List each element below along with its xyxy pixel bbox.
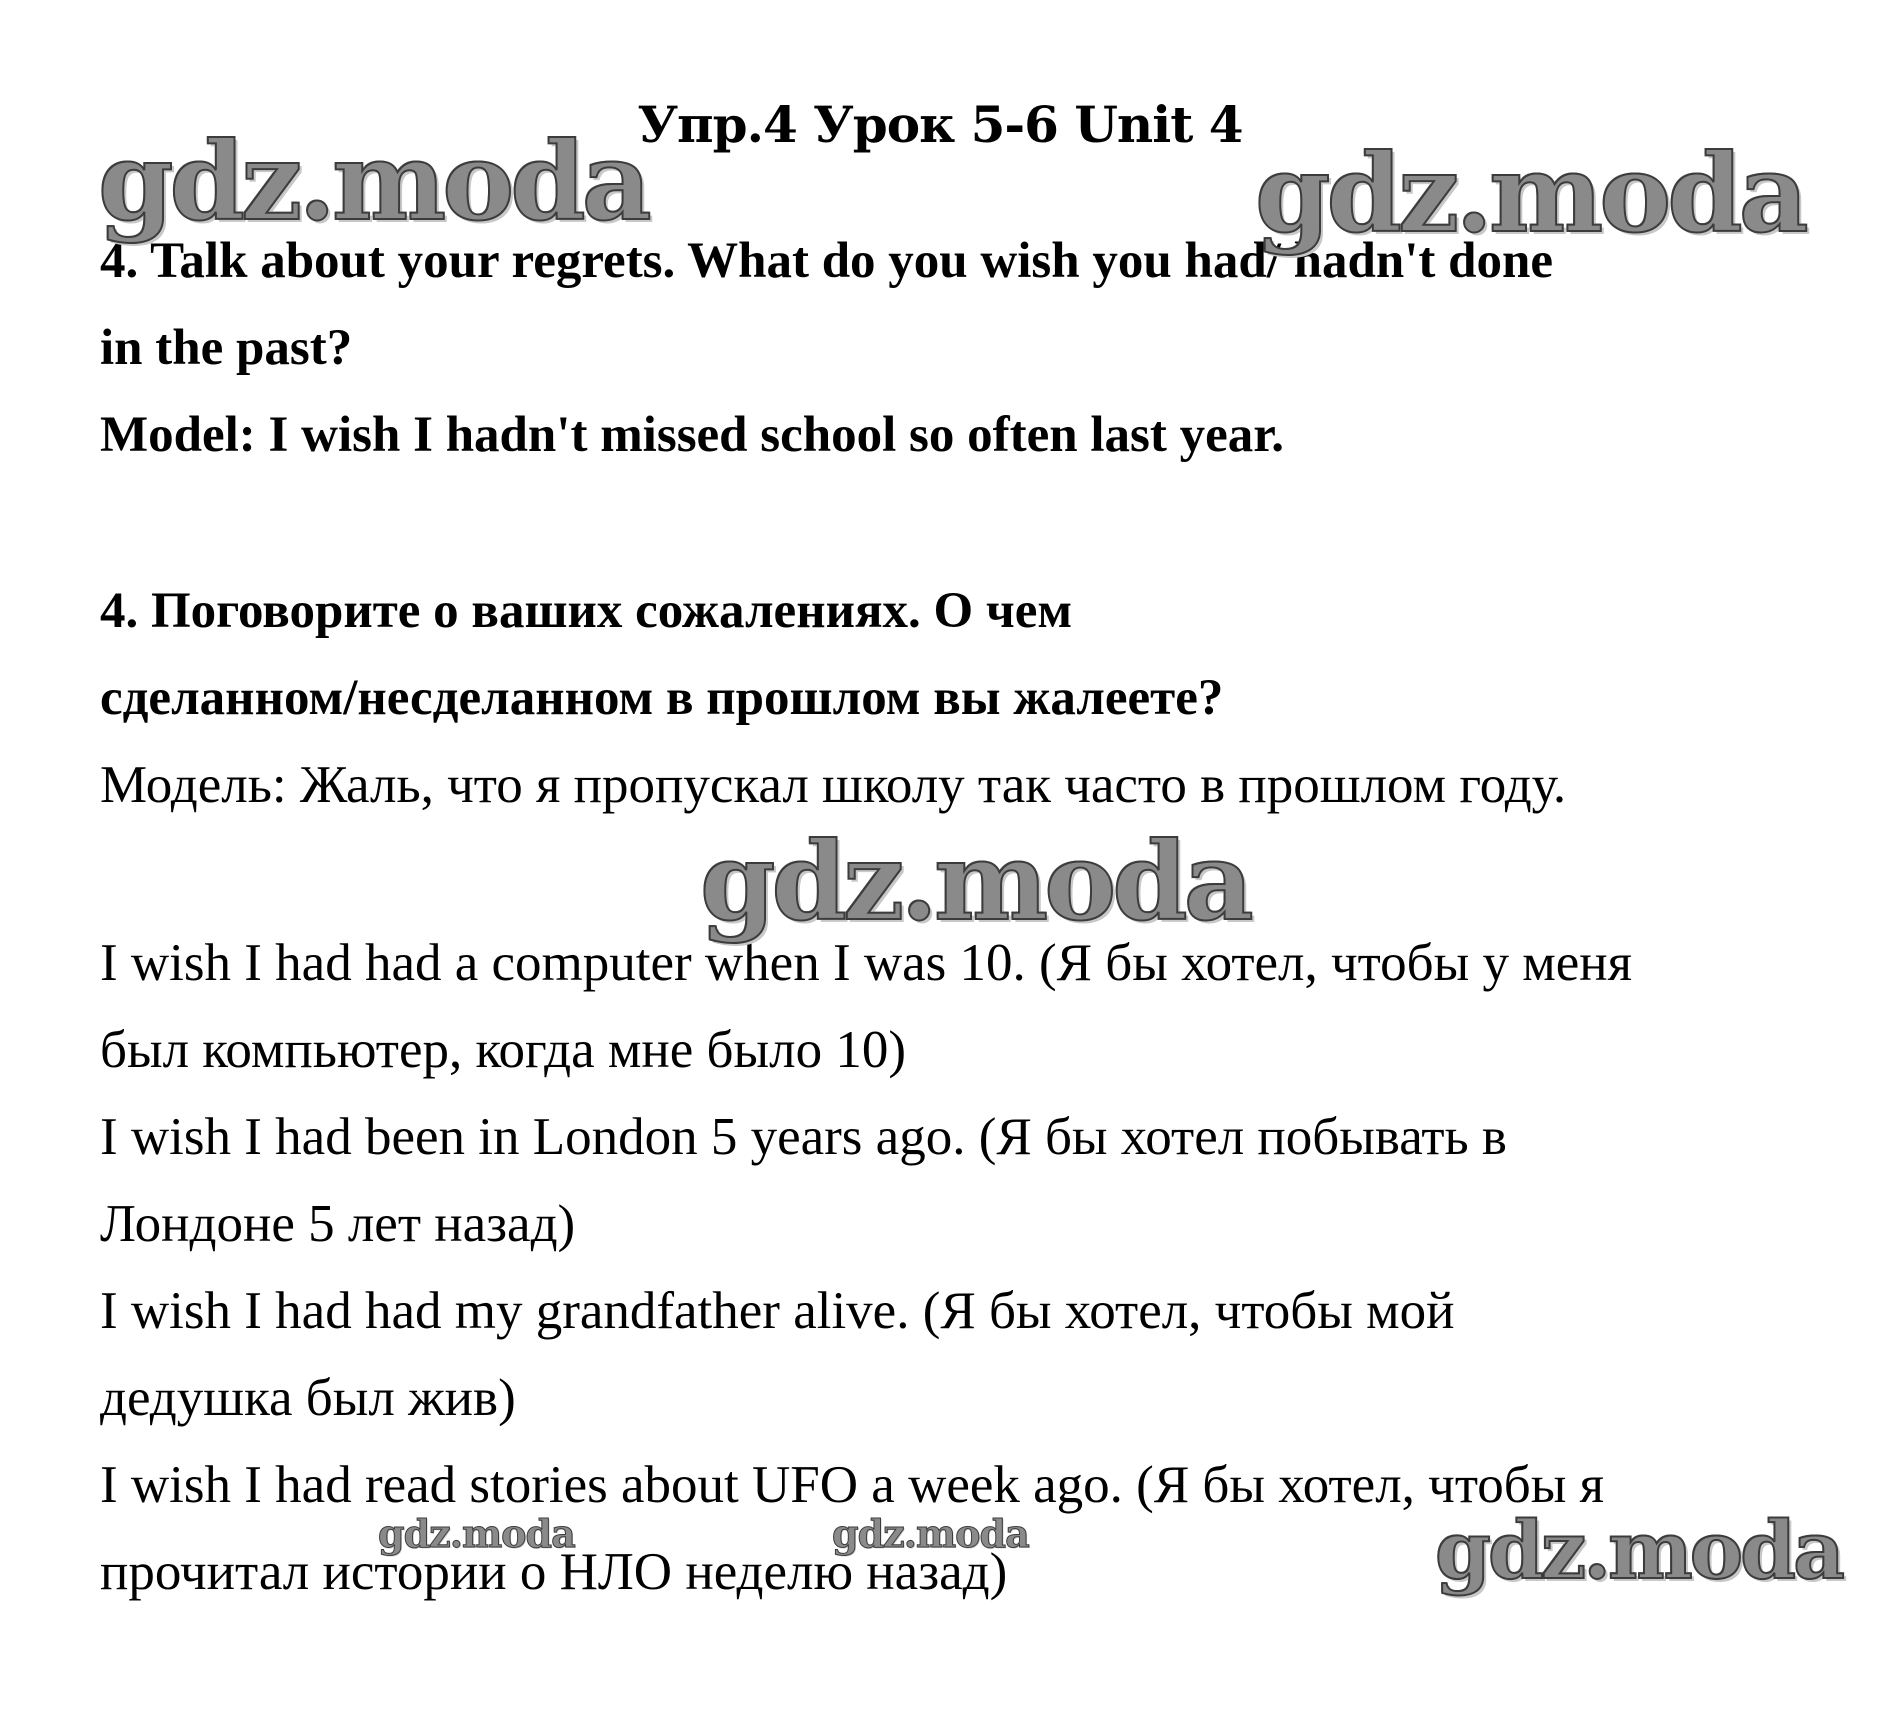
watermark-logo: gdz.moda: [700, 819, 1250, 945]
task-russian: [100, 568, 1830, 829]
watermark-logo: gdz.moda: [1255, 131, 1805, 257]
answer-line: был компьютер, когда мне было 10): [100, 1021, 906, 1079]
answer-line: I wish I had been in London 5 years ago. (Я бы хотел побывать в: [100, 1108, 1507, 1166]
task-en-model: Model: I wish I hadn't missed school so often last year.: [100, 407, 1284, 463]
watermark-logo: gdz.moda: [98, 119, 648, 245]
task-ru-model: Модель: Жаль, что я пропускал школу так часто в прошлом году.: [100, 756, 1567, 814]
task-ru-line-1: 4. Поговорите о ваших сожалениях. О чем: [100, 583, 1073, 639]
watermark-logo: gdz.moda: [378, 1511, 575, 1556]
page-title: Упр.4 Урок 5-6 Unit 4: [637, 95, 1243, 154]
watermark-logo: gdz.moda: [1435, 1503, 1842, 1597]
task-en-line-1: 4. Talk about your regrets. What do you wish you had/ hadn't done: [100, 233, 1554, 289]
task-english: [100, 218, 1830, 479]
answer-line: прочитал истории о НЛО неделю назад): [100, 1543, 1008, 1601]
task-ru-line-2: сделанном/несделанном в прошлом вы жалеете?: [100, 670, 1224, 726]
answer-line: I wish I had had a computer when I was 10. (Я бы хотел, чтобы у меня: [100, 934, 1633, 992]
answer-line: I wish I had had my grandfather alive. (Я бы хотел, чтобы мой: [100, 1282, 1455, 1340]
watermark-logo: gdz.moda: [832, 1511, 1029, 1556]
answer-line: I wish I had read stories about UFO a week ago. (Я бы хотел, чтобы я: [100, 1456, 1604, 1514]
task-en-line-2: in the past?: [100, 320, 353, 376]
answer-line: дедушка был жив): [100, 1369, 516, 1427]
answer-line: Лондоне 5 лет назад): [100, 1195, 576, 1253]
